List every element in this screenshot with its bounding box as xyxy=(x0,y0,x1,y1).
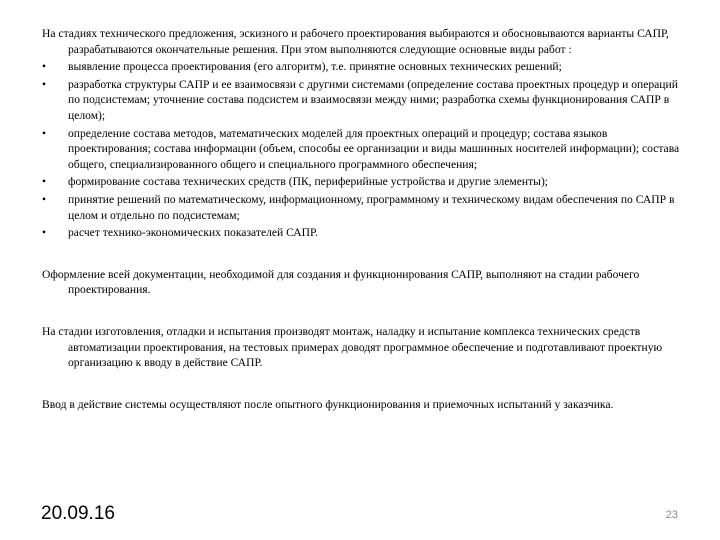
bullet-icon: • xyxy=(42,60,47,74)
bullet-icon: • xyxy=(42,126,47,140)
list-item xyxy=(42,174,687,190)
list-item xyxy=(42,126,687,173)
page-number: 23 xyxy=(665,509,678,521)
list-item-text: формирование состава технических средств (ПК, периферийные устройства и другие элементы); xyxy=(68,175,549,189)
bullet-icon: • xyxy=(42,175,47,189)
list-item xyxy=(42,192,687,223)
bullet-icon: • xyxy=(42,192,47,206)
list-item-text: разработка структуры САПР и ее взаимосвязи с другими системами (определение состава проектных процедур и операций по подсистемам; уточнение состава подсистем и взаимосвязи между ними; разработка схемы функционирования САПР в целом); xyxy=(68,77,678,122)
commissioning-paragraph: Ввод в действие системы осуществляют после опытного функционирования и приемочных испытаний у заказчика. xyxy=(42,397,614,411)
work-types-list xyxy=(42,59,687,241)
slide-body xyxy=(42,26,687,412)
list-item xyxy=(42,225,687,241)
documentation-paragraph: Оформление всей документации, необходимой для создания и функционирования САПР, выполняют на стадии рабочего проектирования. xyxy=(42,267,640,297)
list-item xyxy=(42,77,687,124)
manufacturing-paragraph: На стадии изготовления, отладки и испытания производят монтаж, наладку и испытание комплекса технических средств автоматизации проектирования, на тестовых примерах доводят программное обеспечение и подготавливают проектную организацию к вводу в действие САПР. xyxy=(42,324,663,370)
bullet-icon: • xyxy=(42,77,47,91)
list-item-text: определение состава методов, математических моделей для проектных операций и процедур; состава языков проектирования; состава информации (объем, способы ее организации и виды машинных носителей информации); состава общего, специализированного общего и специального программного обеспечения; xyxy=(68,126,680,171)
list-item xyxy=(42,59,687,75)
list-item-text: выявление процесса проектирования (его алгоритм), т.е. принятие основных технических решений; xyxy=(68,60,562,74)
intro-paragraph: На стадиях технического предложения, эскизного и рабочего проектирования выбираются и обосновываются варианты САПР, разрабатываются окончательные решения. При этом выполняются следующие основные виды работ : xyxy=(42,27,669,56)
list-item-text: принятие решений по математическому, информационному, программному и техническому видам обеспечения по САПР в целом и отдельно по подсистемам; xyxy=(68,192,675,222)
bullet-icon: • xyxy=(42,226,47,240)
footer-date: 20.09.16 xyxy=(41,503,115,524)
list-item-text: расчет технико-экономических показателей САПР. xyxy=(68,226,318,240)
